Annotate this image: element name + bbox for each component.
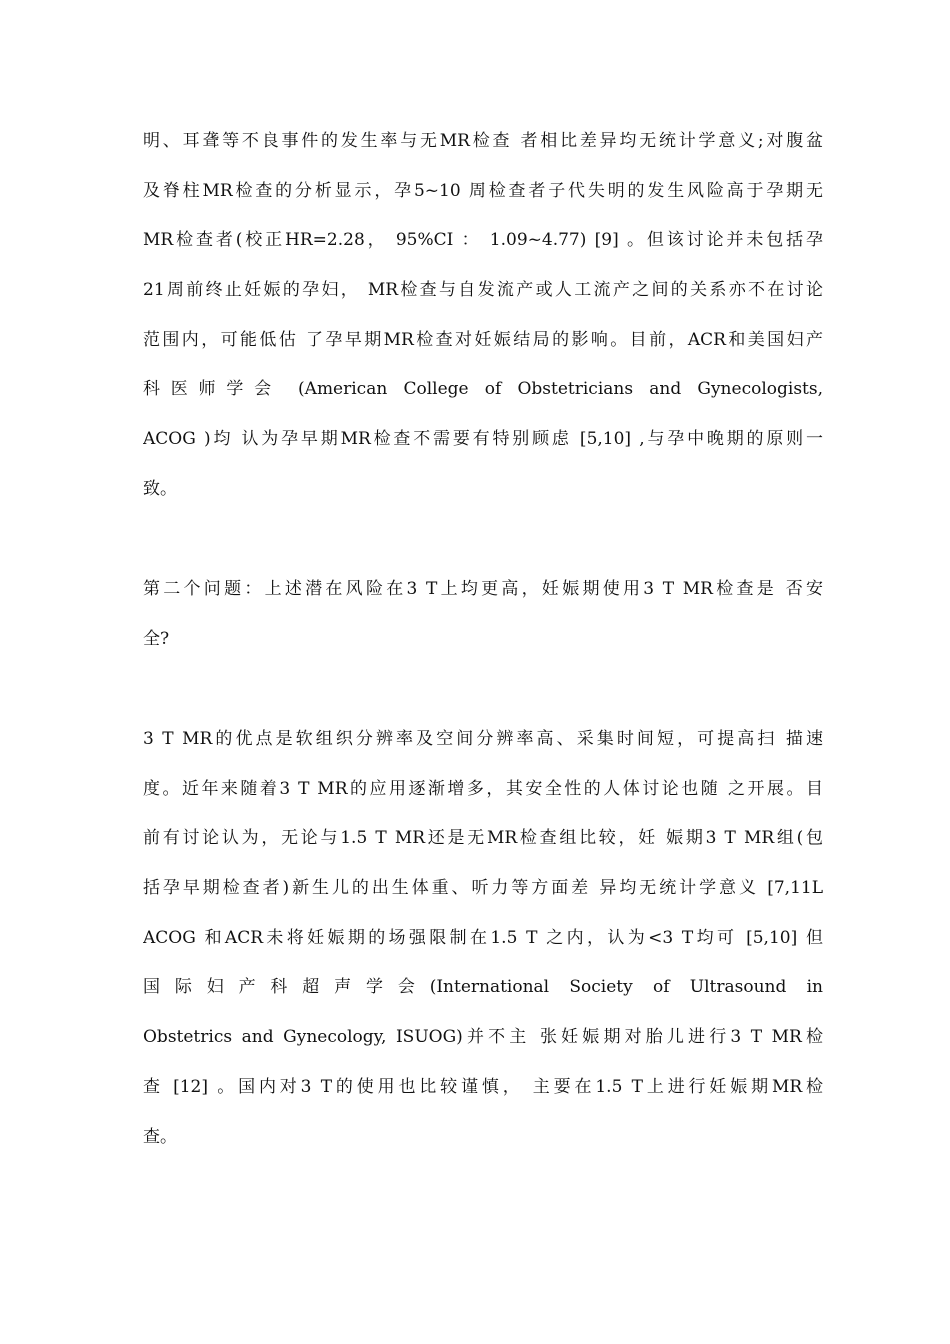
text-line: 括孕早期检查者)新生儿的出生体重、听力等方面差 异均无统计学意义 [7,11L [143,878,823,899]
paragraph-2 [143,565,823,664]
paragraph-3 [143,715,823,1162]
text-line: 科医师学会 (American College of Obstetricians and Gynecologists, [143,379,823,400]
text-line: 21周前终止妊娠的孕妇， MR检查与自发流产或人工流产之间的关系亦不在讨论 [143,280,823,301]
text-line: 查。 [143,1126,177,1147]
text-line: 范围内，可能低估 了孕早期MR检查对妊娠结局的影响。目前，ACR和美国妇产 [143,329,823,350]
text-line: 及脊柱MR检查的分析显示，孕5~10 周检查者子代失明的发生风险高于孕期无 [143,180,823,201]
text-line: 3 T MR的优点是软组织分辨率及空间分辨率高、采集时间短，可提高扫 描速 [143,729,823,749]
text-line: ACOG )均 认为孕早期MR检查不需要有特别顾虑 [5,10] ,与孕中晚期的原则一 [143,429,823,450]
text-line: 前有讨论认为，无论与1.5 T MR还是无MR检查组比较，妊 娠期3 T MR组(包 [143,828,823,849]
text-line: MR检查者(校正HR=2.28， 95%CI ： 1.09~4.77) [9] 。但该讨论并未包括孕 [143,230,823,251]
text-line: 国际妇产科超声学会(International Society of Ultrasound in [143,977,823,998]
text-line: 全? [143,628,170,649]
text-line: 明、耳聋等不良事件的发生率与无MR检查 者相比差异均无统计学意义;对腹盆 [143,131,823,151]
paragraph-1 [143,117,823,515]
text-line: Obstetrics and Gynecology, ISUOG)并不主 张妊娠期对胎儿进行3 T MR检 [143,1027,823,1048]
text-line: 度。近年来随着3 T MR的应用逐渐增多，其安全性的人体讨论也随 之开展。目 [143,778,823,799]
text-line: ACOG 和ACR未将妊娠期的场强限制在1.5 T 之内，认为<3 T均可 [5,10] 但 [143,927,823,948]
text-line: 致。 [143,478,177,499]
text-line: 查 [12] 。国内对3 T的使用也比较谨慎， 主要在1.5 T上进行妊娠期MR检 [143,1076,823,1097]
text-line: 第二个问题：上述潜在风险在3 T上均更高，妊娠期使用3 T MR检查是 否安 [143,579,823,599]
